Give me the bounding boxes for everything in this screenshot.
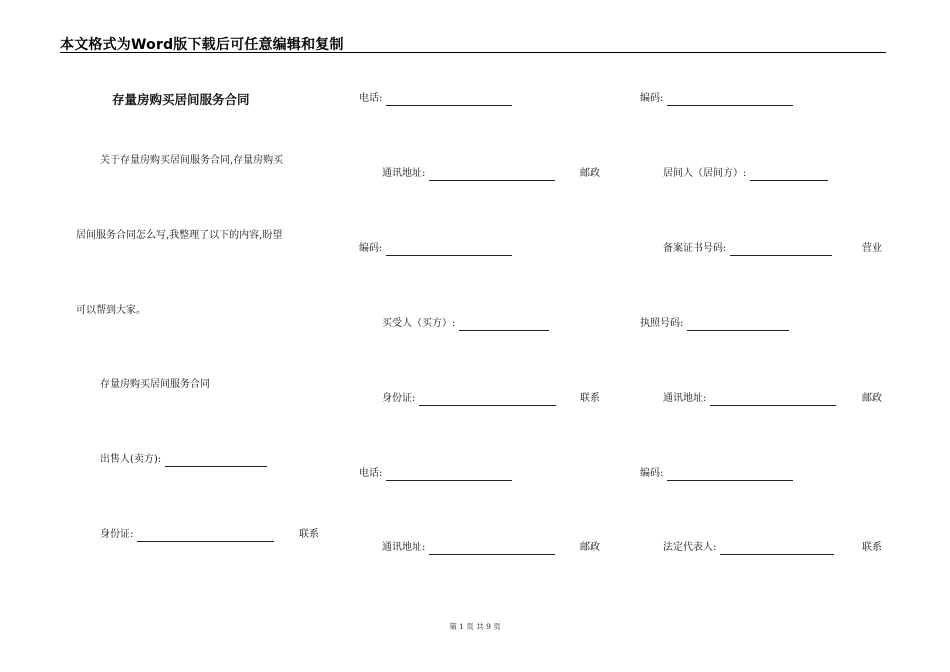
buyer-blank xyxy=(459,319,549,331)
intro-line-1: 关于存量房购买居间服务合同,存量房购买 xyxy=(100,155,284,166)
buyer-phone-label: 电话: xyxy=(359,468,383,479)
agent-label: 居间人（居间方）: xyxy=(663,168,747,179)
agent-field xyxy=(663,167,828,181)
seller-address-blank xyxy=(429,169,555,181)
record-no-blank xyxy=(730,244,832,256)
intro-line-3: 可以帮到大家。 xyxy=(76,305,146,316)
seller-address-label: 通讯地址: xyxy=(382,168,426,179)
contract-subtitle: 存量房购买居间服务合同 xyxy=(100,379,210,390)
buyer-id-tail: 联系 xyxy=(580,393,600,404)
buyer-address-blank xyxy=(429,543,555,555)
agent-postcode-label: 编码: xyxy=(640,468,664,479)
seller-id-tail: 联系 xyxy=(299,529,319,540)
agent-address-label: 通讯地址: xyxy=(663,393,707,404)
buyer-address-field xyxy=(382,541,555,555)
seller-phone-label: 电话: xyxy=(359,93,383,104)
buyer-field xyxy=(382,317,549,331)
agent-address-field xyxy=(663,392,836,406)
seller-label: 出售人(卖方): xyxy=(100,454,162,465)
record-no-tail: 营业 xyxy=(862,243,882,254)
legal-rep-blank xyxy=(720,543,834,555)
seller-phone-blank xyxy=(386,94,512,106)
legal-rep-field xyxy=(663,541,834,555)
agent-address-tail: 邮政 xyxy=(862,393,882,404)
page-number: 第 1 页 共 9 页 xyxy=(449,622,501,631)
seller-phone-field xyxy=(359,92,512,106)
seller-blank xyxy=(165,455,267,467)
buyer-id-field xyxy=(382,392,556,406)
seller-postcode-field xyxy=(359,242,512,256)
document-header: 本文格式为Word版下载后可任意编辑和复制 xyxy=(60,37,344,53)
license-no-blank xyxy=(687,319,789,331)
intro-line-2: 居间服务合同怎么写,我整理了以下的内容,盼望 xyxy=(76,230,283,241)
buyer-postcode-blank xyxy=(667,94,793,106)
buyer-id-blank xyxy=(419,394,556,406)
license-no-field xyxy=(640,317,789,331)
buyer-phone-blank xyxy=(386,469,512,481)
legal-rep-tail: 联系 xyxy=(862,542,882,553)
buyer-postcode-label: 编码: xyxy=(640,93,664,104)
agent-postcode-blank xyxy=(667,469,793,481)
seller-postcode-label: 编码: xyxy=(359,243,383,254)
legal-rep-label: 法定代表人: xyxy=(663,542,717,553)
agent-address-blank xyxy=(710,394,836,406)
buyer-phone-field xyxy=(359,467,512,481)
license-no-label: 执照号码: xyxy=(640,318,684,329)
record-no-field xyxy=(663,242,832,256)
seller-id-blank xyxy=(137,530,274,542)
buyer-address-label: 通讯地址: xyxy=(382,542,426,553)
buyer-address-tail: 邮政 xyxy=(580,542,600,553)
seller-field xyxy=(100,453,267,467)
contract-title: 存量房购买居间服务合同 xyxy=(112,92,250,107)
seller-id-field xyxy=(100,528,274,542)
buyer-postcode-field xyxy=(640,92,793,106)
seller-address-tail: 邮政 xyxy=(580,168,600,179)
seller-address-field xyxy=(382,167,555,181)
buyer-id-label: 身份证: xyxy=(382,393,416,404)
agent-blank xyxy=(750,169,828,181)
buyer-label: 买受人（买方）: xyxy=(382,318,456,329)
agent-postcode-field xyxy=(640,467,793,481)
record-no-label: 备案证书号码: xyxy=(663,243,727,254)
seller-id-label: 身份证: xyxy=(100,529,134,540)
header-divider xyxy=(60,52,886,53)
seller-postcode-blank xyxy=(386,244,512,256)
